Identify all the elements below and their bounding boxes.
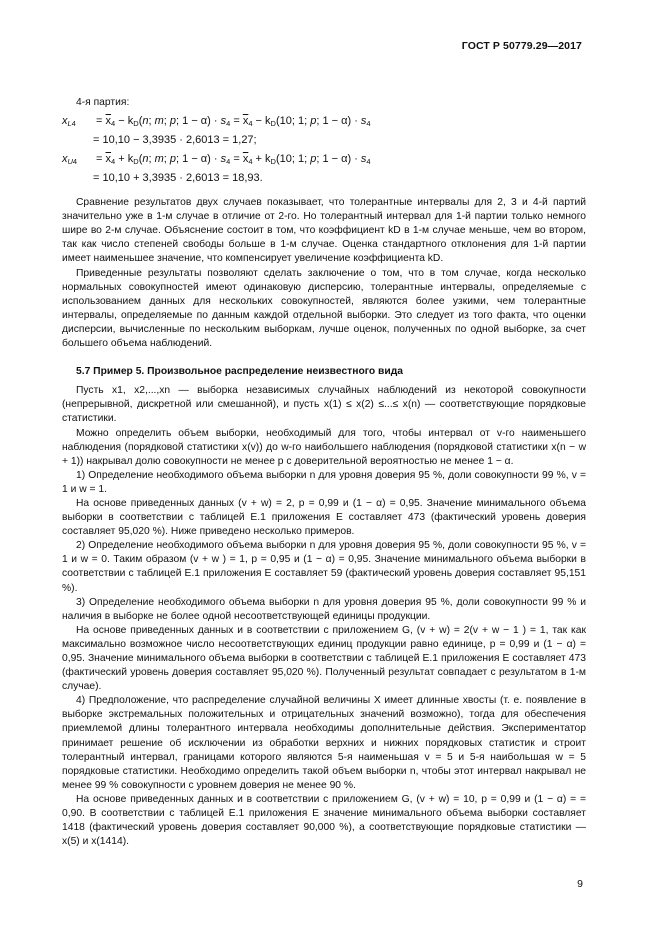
equation-line: = 10,10 − 3,3935 · 2,6013 = 1,27; [93,134,257,147]
paragraph-item3-text: На основе приведенных данных и в соответствии с приложением G, (v + w) = 2(v + w − 1 ) = 1, так как максимально возможное число несоответствующих единиц продукции равно единице, p = 0,99 и (1 − α) = 0,95. Значение минимального объема выборки в соответствии с таблицей Е.1 приложения Е составляет 473 (фактический уровень доверия составляет 95,020 %). Полученный результат совпадает с результатом в 1-м случае). [62,624,586,693]
paragraph-item4-text: На основе приведенных данных и в соответствии с приложением G, (v + w) = 10, p = 0,99 и (1 − α) = = 0,90. В соответствии с таблицей Е.1 приложения Е значение минимального объема выборки составляет 1418 (фактический уровень доверия составляет 90,000 %), а соответствующие порядковые статистики — x(5) и x(1414). [62,793,586,848]
document-header: ГОСТ Р 50779.29—2017 [461,40,582,52]
equation-upper-limit [62,150,586,188]
paragraph-item3: 3) Определение необходимого объема выборки n для уровня доверия 95 %, доли совокупности 99 % и наличия в выборке не более одной несоответствующей единицы продукции. [62,596,586,622]
page-number: 9 [577,878,583,890]
section-title: 5.7 Пример 5. Произвольное распределение неизвестного вида [76,366,403,378]
paragraph-item2: 2) Определение необходимого объема выборки n для уровня доверия 95 %, доли совокупности 95 %, v = 1 и w = 0. Таким образом (v + w ) = 1, p = 0,95 и (1 − α) = 0,95. Значение минимального объема выборки в соответствии с таблицей Е.1 приложения Е составляет 59 (фактический уровень доверия составляет 95,151 %). [62,540,586,594]
paragraph-intro: Пусть x1, x2,...,xn — выборка независимых случайных наблюдений из некоторой совокупности (непрерывной, дискретной или смешанной), и пусть x(1) ≤ x(2) ≤...≤ x(n) — соответствующие порядковые статистики. [62,385,586,425]
equation-line: = 10,10 + 3,3935 · 2,6013 = 18,93. [93,172,263,185]
equation-line: $x_{U4} = \overline{x}_4 + k_D(n$; m; p; $1 - \alpha) \cdot s_4 = \overline{x}_4 + k_D(10$; 1; p; $1 - \alpha) \cdot s_4$ [62,153,371,167]
paragraph-item4: 4) Предположение, что распределение случайной величины X имеет длинные хвосты (т. е. появление в выборке экстремальных положительных и отрицательных значений возможно), тогда для обеспечения приемлемой длины толерантного интервала необходимы дополнительные действия. Экспериментатор принимает решение об исключении из обработки верхних и нижних порядковых статистик и строит толерантный интервал, границами которого являются 5-я наименьшая v = 5 и 5-я наибольшая w = 5 порядковые статистики. Необходимо определить такой объем выборки n, чтобы этот интервал накрывал не менее 99 % совокупности с уровнем доверия не менее 90 %. [62,695,586,791]
paragraph-comparison: Сравнение результатов двух случаев показывает, что толерантные интервалы для 2, 3 и 4-й партий значительно уже в 1-м случае в отличие от 2-го. Но толерантный интервал для 1-й партии только немного шире во 2-м случае. Объяснение состоит в том, что коэффициент kD в 1-м случае меньше, чем во втором, так как число степеней свободы больше в 1-м случае. Оценка стандартного отклонения для 1-й партии имеет наименьшее значение, что компенсирует увеличение коэффициента kD. [62,197,586,265]
page-content [62,96,586,849]
paragraph-item1-text: На основе приведенных данных (v + w) = 2, p = 0,99 и (1 − α) = 0,95. Значение минимального объема выборки в соответствии с таблицей Е.1 приложения Е составляет 473 (фактический уровень доверия составляет 95,020 %). Ниже приведено несколько примеров. [62,497,586,538]
equation-line: $x_{L4} = \overline{x}_4 - k_D(n$; m; p; $1 - \alpha) \cdot s_4 = \overline{x}_4 - k_D(10$; 1; p; $1 - \alpha) \cdot s_4$ [62,115,371,129]
paragraph-conclusion: Приведенные результаты позволяют сделать заключение о том, что в том случае, когда несколько нормальных совокупностей имеют одинаковую дисперсию, толерантные интервалы, определяемые с использованием данных для нескольких совокупностей, являются более узкими, чем толерантные интервалы, определяемые по данным каждой отдельной выборки. Это следует из того факта, что оценки дисперсии, вычисленные по нескольким выборкам, лучше оценок, полученных по одной выборке, за счет большего объема наблюдений. [62,267,586,350]
equation-lower-limit [62,112,586,150]
paragraph-item1: 1) Определение необходимого объема выборки n для уровня доверия 95 %, доли совокупности 99 %, v = 1 и w = 1. [62,469,586,495]
paragraph-sample-size: Можно определить объем выборки, необходимый для того, чтобы интервал от v-го наименьшего наблюдения (порядковой статистики x(v)) до w-го наибольшего наблюдения (порядковой статистики x(n − w + 1)) накрывал долю совокупности не менее p с доверительной вероятностью не менее 1 − α. [62,427,586,467]
party4-label: 4-я партия: [76,97,130,108]
